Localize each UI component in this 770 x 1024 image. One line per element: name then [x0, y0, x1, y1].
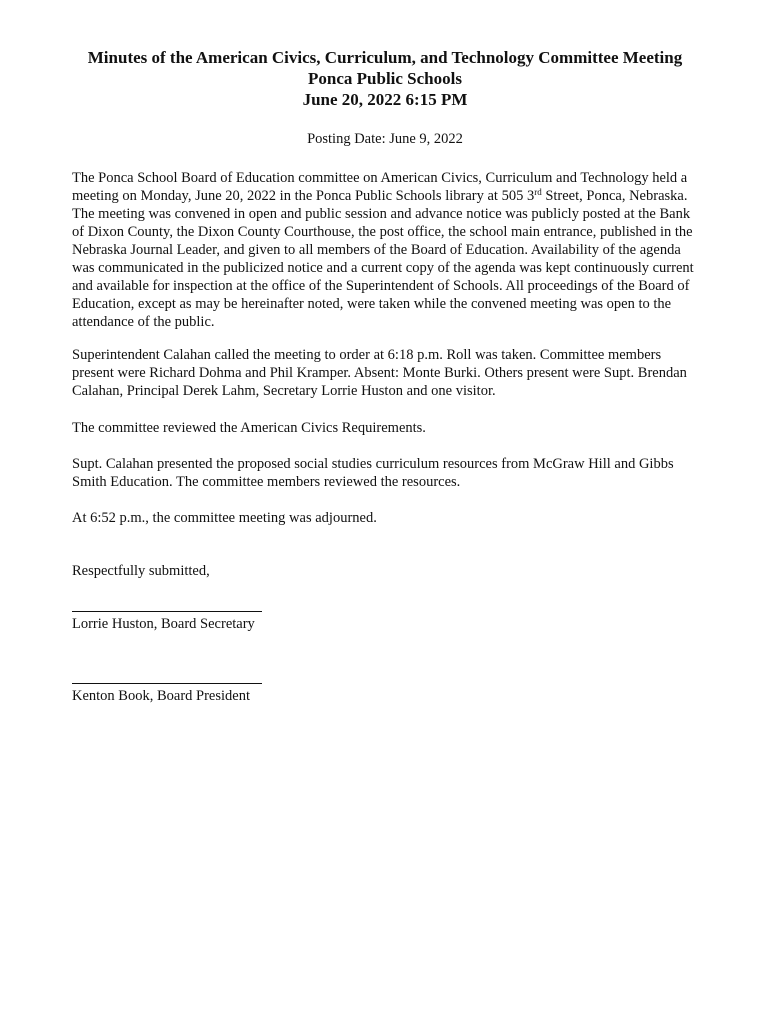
paragraph-curriculum-resources — [72, 455, 722, 491]
text-line: Superintendent Calahan called the meeting to order at 6:18 p.m. Roll was taken. Committee members — [72, 347, 662, 363]
paragraph-adjournment — [72, 509, 722, 527]
text-line: Smith Education. The committee members reviewed the resources. — [72, 474, 461, 490]
text-line: The meeting was convened in open and public session and advance notice was publicly posted at the Bank — [72, 206, 691, 222]
president-name: Kenton Book, Board President — [72, 688, 251, 704]
closing-text — [72, 562, 722, 580]
title-line-1: Minutes of the American Civics, Curriculum, and Technology Committee Meeting — [87, 48, 683, 67]
text-line: present were Richard Dohma and Phil Kramper. Absent: Monte Burki. Others present were Supt. Brendan — [72, 365, 687, 381]
text-line: Education, except as may be hereinafter noted, were taken while the convened meeting was open to the — [72, 296, 672, 312]
posting-date: Posting Date: June 9, 2022 — [307, 131, 463, 147]
text-line: Calahan, Principal Derek Lahm, Secretary Lorrie Huston and one visitor. — [72, 383, 496, 399]
title-line-3: June 20, 2022 6:15 PM — [302, 90, 468, 109]
secretary-name: Lorrie Huston, Board Secretary — [72, 616, 255, 632]
text-fragment: meeting on Monday, June 20, 2022 in the Ponca Public Schools library at 505 3 — [72, 188, 535, 204]
text-fragment: Street, Ponca, Nebraska. — [541, 188, 688, 204]
paragraph-civics-review — [72, 419, 722, 437]
paragraph-meeting-notice — [72, 169, 722, 331]
text-line: and available for inspection at the office of the Superintendent of Schools. All proceedings of the Board of — [72, 278, 690, 294]
paragraph-call-to-order — [72, 346, 722, 400]
text-line: The Ponca School Board of Education committee on American Civics, Curriculum and Technology held a — [72, 170, 688, 186]
text-line: Supt. Calahan presented the proposed social studies curriculum resources from McGraw Hill and Gibbs — [72, 456, 674, 472]
text-line: was communicated in the publicized notice and a current copy of the agenda was kept continuously current — [72, 260, 694, 276]
superscript: rd — [534, 187, 542, 197]
text-line: of Dixon County, the Dixon County Courthouse, the post office, the school main entrance, published in the — [72, 224, 693, 240]
title-line-2: Ponca Public Schools — [308, 69, 462, 88]
text-line: Nebraska Journal Leader, and given to all members of the Board of Education. Availability of the agenda — [72, 242, 681, 258]
text-line — [72, 187, 722, 205]
text-line: Respectfully submitted, — [72, 563, 210, 579]
president-signature-line — [72, 683, 262, 684]
text-line: The committee reviewed the American Civics Requirements. — [72, 420, 426, 436]
document-title — [40, 47, 730, 110]
text-line: attendance of the public. — [72, 314, 215, 330]
text-line: At 6:52 p.m., the committee meeting was adjourned. — [72, 510, 377, 526]
secretary-signature-line — [72, 611, 262, 612]
